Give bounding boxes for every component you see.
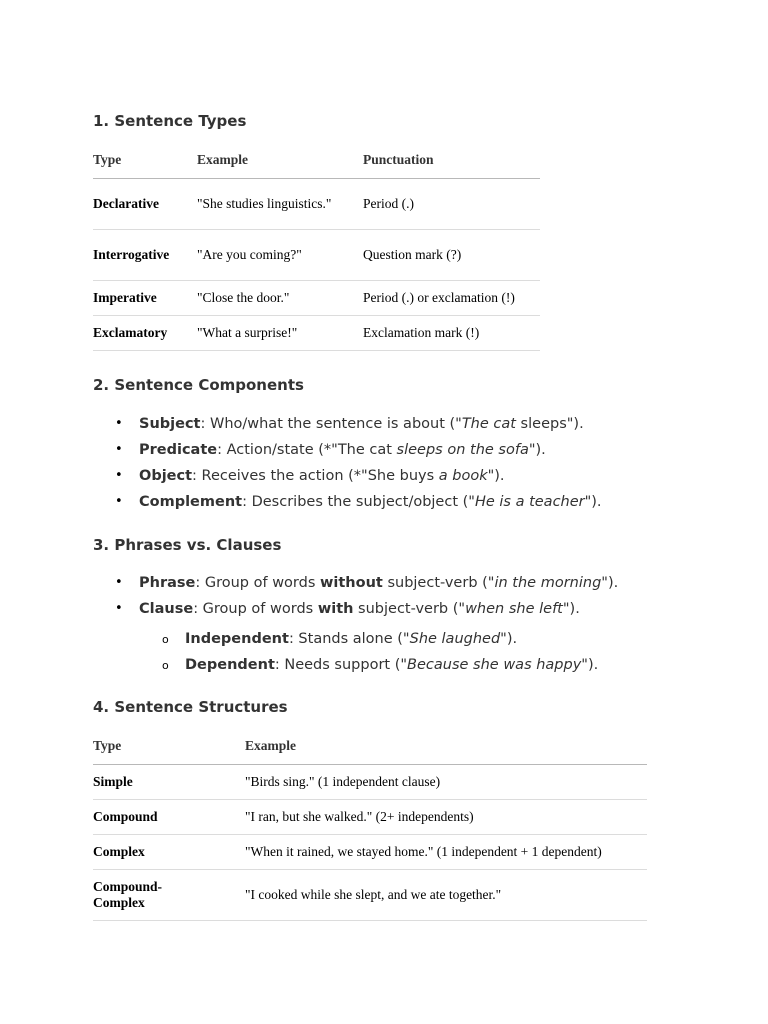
list-text: "). — [562, 601, 580, 617]
table-row — [93, 835, 647, 870]
list-item-dependent — [93, 652, 618, 678]
term-label: Subject — [139, 416, 201, 432]
term-label: Clause — [139, 601, 194, 617]
list-item-clause — [93, 596, 618, 622]
example-cell: "Close the door." — [197, 281, 363, 316]
punctuation-cell: Exclamation mark (!) — [363, 316, 540, 351]
term-label: Predicate — [139, 442, 218, 458]
term-label: Object — [139, 468, 193, 484]
table-header-row — [93, 728, 647, 765]
type-cell: Compound — [93, 800, 245, 835]
section-heading-sentence-structures: 4. Sentence Structures — [93, 698, 288, 716]
term-label: Independent — [185, 631, 289, 647]
list-item-complement — [93, 489, 602, 515]
list-text: : Stands alone (" — [288, 631, 410, 647]
list-text: : Describes the subject/object (" — [242, 494, 475, 510]
table-header-row — [93, 142, 540, 179]
phrases-clauses-list — [93, 570, 618, 678]
example-text: He is a teacher — [474, 494, 585, 510]
section-heading-sentence-components: 2. Sentence Components — [93, 376, 304, 394]
list-item-predicate — [93, 437, 602, 463]
list-text: : Needs support (" — [274, 657, 408, 673]
example-cell: "I ran, but she walked." (2+ independents) — [245, 800, 647, 835]
list-text: : Action/state (*"The cat — [217, 442, 397, 458]
section-heading-phrases-clauses: 3. Phrases vs. Clauses — [93, 536, 282, 554]
type-cell: Exclamatory — [93, 316, 197, 351]
example-cell: "Are you coming?" — [197, 230, 363, 281]
column-header: Type — [93, 728, 245, 765]
column-header: Example — [245, 728, 647, 765]
list-text: : Group of words — [193, 601, 318, 617]
list-text: subject-verb (" — [353, 601, 466, 617]
list-text: "). — [581, 657, 599, 673]
example-text: when she left — [465, 601, 563, 617]
example-text: She laughed — [409, 631, 501, 647]
example-cell: "When it rained, we stayed home." (1 independent + 1 dependent) — [245, 835, 647, 870]
list-text: sleeps"). — [515, 416, 584, 432]
example-text: sleeps on the sofa — [396, 442, 529, 458]
type-cell: Complex — [93, 835, 245, 870]
column-header: Punctuation — [363, 142, 540, 179]
table-row — [93, 179, 540, 230]
list-text: "). — [601, 575, 619, 591]
list-text: : Group of words — [195, 575, 320, 591]
table-row — [93, 230, 540, 281]
column-header: Type — [93, 142, 197, 179]
list-text: : Receives the action (*"She buys — [192, 468, 439, 484]
components-list — [93, 411, 602, 515]
table-row — [93, 281, 540, 316]
table-row — [93, 800, 647, 835]
type-cell: Interrogative — [93, 230, 197, 281]
term-label: Complement — [139, 494, 243, 510]
example-cell: "I cooked while she slept, and we ate together." — [245, 870, 647, 921]
sentence-types-table — [93, 142, 540, 351]
term-label: Phrase — [139, 575, 196, 591]
example-text: a book — [438, 468, 488, 484]
table-row — [93, 316, 540, 351]
type-cell: Compound-Complex — [93, 870, 245, 921]
example-text: The cat — [461, 416, 516, 432]
example-cell: "What a surprise!" — [197, 316, 363, 351]
type-cell: Declarative — [93, 179, 197, 230]
list-item-subject — [93, 411, 602, 437]
punctuation-cell: Question mark (?) — [363, 230, 540, 281]
term-label: Dependent — [185, 657, 275, 673]
example-cell: "She studies linguistics." — [197, 179, 363, 230]
example-text: Because she was happy — [407, 657, 582, 673]
emphasis-text: without — [320, 575, 383, 591]
list-text: "). — [500, 631, 518, 647]
example-text: in the morning — [494, 575, 602, 591]
section-heading-sentence-types: 1. Sentence Types — [93, 112, 247, 130]
punctuation-cell: Period (.) — [363, 179, 540, 230]
type-cell: Simple — [93, 765, 245, 800]
list-text: "). — [528, 442, 546, 458]
list-text: : Who/what the sentence is about (" — [200, 416, 462, 432]
table-row — [93, 870, 647, 921]
list-text: "). — [584, 494, 602, 510]
sentence-structures-table — [93, 728, 647, 921]
column-header: Example — [197, 142, 363, 179]
list-text: "). — [487, 468, 505, 484]
table-row — [93, 765, 647, 800]
type-cell: Imperative — [93, 281, 197, 316]
list-item-object — [93, 463, 602, 489]
punctuation-cell: Period (.) or exclamation (!) — [363, 281, 540, 316]
example-cell: "Birds sing." (1 independent clause) — [245, 765, 647, 800]
list-item-phrase — [93, 570, 618, 596]
list-item-independent — [93, 626, 618, 652]
emphasis-text: with — [317, 601, 354, 617]
list-text: subject-verb (" — [382, 575, 495, 591]
